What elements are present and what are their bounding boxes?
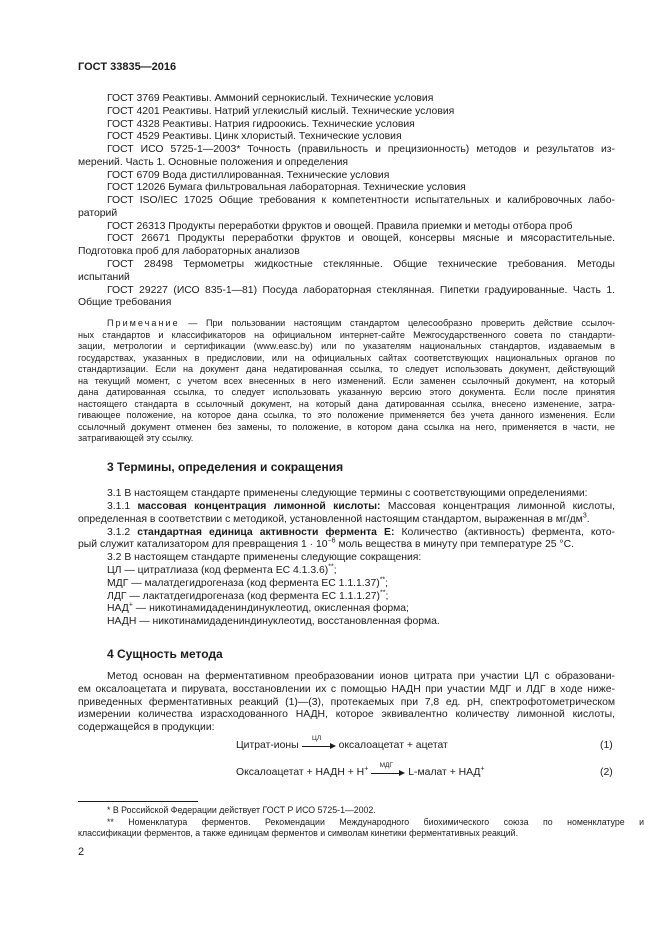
reaction-equation-1: Цитрат-ионы ЦЛ оксалоацетат + ацетат xyxy=(236,735,448,751)
paragraph-3-1-1: 3.1.1 массовая концентрация лимонной кислоты: Массовая концентрация лимонной кислоты, xyxy=(107,501,615,512)
page-number: 2 xyxy=(78,846,85,858)
footnote: классификации ферментов, а также единицам ферментов и символам кинетики ферментативных реакций. xyxy=(78,828,519,838)
section-4-title: 4 Сущность метода xyxy=(107,647,223,661)
ref-line: Общие требования xyxy=(78,297,172,308)
enzyme-label: МДГ xyxy=(379,762,393,770)
note-line: стандартизации. Если на документ дана недатированная ссылка, то следует использовать документ, действующий xyxy=(78,364,615,374)
ref-line: ГОСТ 12026 Бумага фильтровальная лабораторная. Технические условия xyxy=(107,182,466,193)
enzyme-label: ЦЛ xyxy=(312,735,322,743)
document-header: ГОСТ 33835—2016 xyxy=(78,61,177,73)
ref-line: ГОСТ 4529 Реактивы. Цинк хлористый. Технические условия xyxy=(107,131,402,142)
abbreviation-item: ЛДГ — лактатдегидрогеназа (код фермента ЕС 1.1.1.27)**; xyxy=(107,589,389,602)
note-line: дана датированная ссылка, то следует использовать указанную версию этого документа. Если после принятия xyxy=(78,387,615,397)
paragraph-3-1: 3.1 В настоящем стандарте применены следующие термины с соответствующими определениями: xyxy=(107,488,588,499)
note-line: Примечание — При пользовании настоящим стандартом целесообразно проверить действие ссылоч- xyxy=(107,318,615,328)
paragraph-3-2: 3.2 В настоящем стандарте применены следующие сокращения: xyxy=(107,552,422,563)
ref-line: ГОСТ 29227 (ИСО 835-1—81) Посуда лабораторная стеклянная. Пипетки градуированные. Часть 1. xyxy=(107,285,615,296)
ref-line: ГОСТ ИСО 5725-1—2003* Точность (правильность и прецизионность) методов и результатов из- xyxy=(107,144,615,155)
paragraph-4: Метод основан на ферментативном преобразовании ионов цитрата при участии ЦЛ с образовани- xyxy=(107,671,615,682)
note-line: гивающее положение, на которое дана ссылка, то это положение применяется без учета данного изменения. Если xyxy=(78,410,615,420)
note-line: ссылочный документ отменен без замены, то положение, в котором дана ссылка на него, применяется в части, не xyxy=(78,422,615,432)
note-line: государствах, указанных в предисловии, или на официальных сайтах соответствующих национальных органов по xyxy=(78,353,615,363)
abbreviation-item: ЦЛ — цитратлиаза (код фермента ЕС 4.1.3.6)**; xyxy=(107,563,337,576)
section-3-title: 3 Термины, определения и сокращения xyxy=(107,460,344,474)
term: массовая концентрация лимонной кислоты: xyxy=(137,501,381,512)
equation-number: (1) xyxy=(600,740,613,751)
note-line: на текущий момент, с учетом всех внесенных в него изменений. Если заменен ссылочный документ, на который xyxy=(78,376,615,386)
abbreviation-item: МДГ — малатдегидрогеназа (код фермента ЕС 1.1.1.37)**; xyxy=(107,576,389,589)
paragraph-4: приведенных ферментативных реакций (1)—(3), протекаемых при 7,8 ед. рН, спектрофотометрическом xyxy=(78,697,615,708)
ref-line: ГОСТ 3769 Реактивы. Аммоний сернокислый. Технические условия xyxy=(107,93,434,104)
ref-line: ГОСТ 4328 Реактивы. Натрия гидроокись. Технические условия xyxy=(107,119,415,130)
ref-line: испытаний xyxy=(78,272,130,283)
note-label: Примечание xyxy=(107,318,180,328)
ref-line: ГОСТ ISO/IEC 17025 Общие требования к компетентности испытательных и калибровочных лабо- xyxy=(107,195,615,206)
abbreviation-item: НАДН — никотинамидадениндинуклеотид, восстановленная форма. xyxy=(107,616,440,627)
ref-line: ГОСТ 26671 Продукты переработки фруктов и овощей, консервы мясные и мясорастительные. xyxy=(107,233,615,244)
reaction-arrow xyxy=(371,762,405,777)
ref-line: раторий xyxy=(78,208,118,219)
paragraph-3-1-1-cont: определенная в соответствии с методикой, установленной настоящим стандартом, выраженная в $мг/дм^3$. xyxy=(78,512,590,525)
note-line: ных стандартов и классификаторов на официальном интернет-сайте Межгосударственного совета по стандарти- xyxy=(78,330,615,340)
ref-line: Подготовка проб для лабораторных анализов xyxy=(78,246,300,257)
paragraph-4: измерении количества израсходованного НАДН, которое эквивалентно количеству лимонной кислоты, xyxy=(78,709,615,720)
ref-line: ГОСТ 26313 Продукты переработки фруктов и овощей. Правила приемки и методы отбора проб xyxy=(107,221,573,232)
reaction-arrow xyxy=(302,735,336,750)
footnote-divider xyxy=(78,801,198,802)
abbreviation-item: НАД+ — никотинамидадениндинуклеотид, окисленная форма; xyxy=(107,601,409,614)
note-line: затрагивающей эту ссылку. xyxy=(78,433,194,443)
paragraph-3-1-2-cont: рый служит катализатором для превращения $1 \cdot 10^{-6}$ моль вещества в минуту при температуре 25 °С. xyxy=(78,537,574,550)
paragraph-4: ем оксалоацетата и пирувата, восстановлении их с помощью НАДН при участии МДГ и ЛДГ в ходе ниже- xyxy=(78,684,615,695)
footnote: ** Номенклатура ферментов. Рекомендации Международного биохимического союза по номенклатуре и xyxy=(107,817,644,827)
ref-line: мерений. Часть 1. Основные положения и определения xyxy=(78,157,349,168)
paragraph-3-1-2: 3.1.2 стандартная единица активности фермента Е: Количество (активность) фермента, кото- xyxy=(107,527,615,538)
ref-line: ГОСТ 28498 Термометры жидкостные стеклянные. Общие технические требования. Методы xyxy=(107,259,615,270)
paragraph-4: содержащейся в продукции: xyxy=(78,722,215,733)
ref-line: ГОСТ 4201 Реактивы. Натрий углекислый кислый. Технические условия xyxy=(107,106,455,117)
note-line: зации, метрологии и сертификации (www.easc.by) или по указателям национальных стандартов, издаваемым в xyxy=(78,341,615,351)
term: стандартная единица активности фермента Е: xyxy=(137,527,395,538)
note-line: настоящего стандарта в ссылочный документ, на который дана датированная ссылка, внесено изменение, затра- xyxy=(78,399,615,409)
reaction-equation-2: Оксалоацетат + НАДН + Н+ МДГ L-малат + НАД+ xyxy=(236,762,485,778)
footnote: * В Российской Федерации действует ГОСТ Р ИСО 5725-1—2002. xyxy=(107,805,376,815)
equation-number: (2) xyxy=(600,767,613,778)
ref-line: ГОСТ 6709 Вода дистиллированная. Технические условия xyxy=(107,170,390,181)
